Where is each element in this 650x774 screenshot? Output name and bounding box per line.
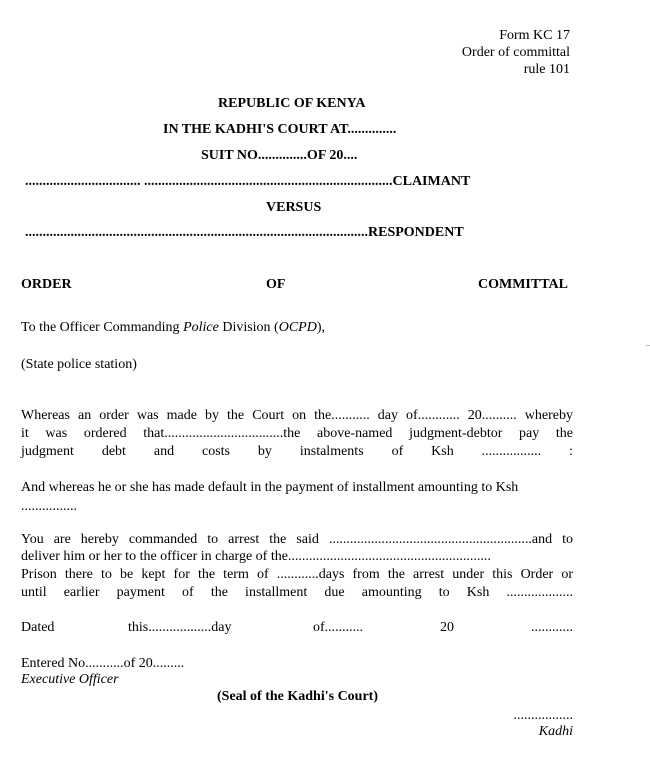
form-name: Order of committal — [461, 45, 570, 60]
para2-line1: And whereas he or she has made default in the payment of installment amounting to Ksh — [21, 480, 519, 495]
para1-line3: judgment debt and costs by instalments of Ksh ................. : — [21, 444, 573, 459]
para2-line2: ................ — [21, 499, 77, 514]
suit-number: SUIT NO..............OF 20.... — [201, 148, 358, 163]
addressee-mid: Division ( — [218, 320, 279, 335]
kadhi-signature-title: Kadhi — [538, 724, 573, 739]
court-heading: IN THE KADHI'S COURT AT.............. — [163, 122, 397, 137]
para3-line2: deliver him or her to the officer in charge of the.......................................................... — [21, 549, 491, 564]
margin-mark — [646, 345, 650, 346]
para3-line4: until earlier payment of the installment due amounting to Ksh ................... — [21, 585, 573, 600]
title-committal: COMMITTAL — [478, 277, 568, 292]
court-seal: (Seal of the Kadhi's Court) — [217, 689, 378, 704]
executive-officer: Executive Officer — [21, 672, 119, 687]
para1-line1: Whereas an order was made by the Court on the........... day of............ 20.......... whereby — [21, 408, 573, 423]
signature-line: ................. — [513, 708, 573, 723]
dated-of: of........... — [313, 620, 364, 635]
addressee-suffix: ), — [316, 320, 326, 335]
para3-line3: Prison there to be kept for the term of ............days from the arrest under this Order or — [21, 567, 573, 582]
respondent-line: ..................................................................................................RESPONDENT — [25, 225, 464, 240]
entered-number: Entered No...........of 20......... — [21, 656, 185, 671]
title-order: ORDER — [21, 277, 72, 292]
addressee-police: Police — [183, 320, 219, 335]
dated-label: Dated — [21, 620, 55, 635]
republic-heading: REPUBLIC OF KENYA — [218, 96, 366, 111]
dated-year: 20 — [440, 620, 454, 635]
addressee-ocpd: OCPD — [278, 320, 317, 335]
form-code: Form KC 17 — [499, 28, 570, 43]
dated-this: this..................day — [128, 620, 232, 635]
versus-label: VERSUS — [266, 200, 322, 215]
addressee-prefix: To the Officer Commanding — [21, 320, 184, 335]
dated-dots: ............ — [531, 620, 573, 635]
form-rule: rule 101 — [523, 62, 570, 77]
police-station: (State police station) — [21, 357, 137, 372]
para3-line1: You are hereby commanded to arrest the said ..........................................................and to — [21, 532, 573, 547]
addressee-line — [21, 319, 325, 336]
title-of: OF — [266, 277, 286, 292]
para1-line2: it was ordered that..................................the above-named judgment-debtor pay the — [21, 426, 573, 441]
claimant-line: ................................. .......................................................................CLAIMANT — [25, 174, 471, 189]
